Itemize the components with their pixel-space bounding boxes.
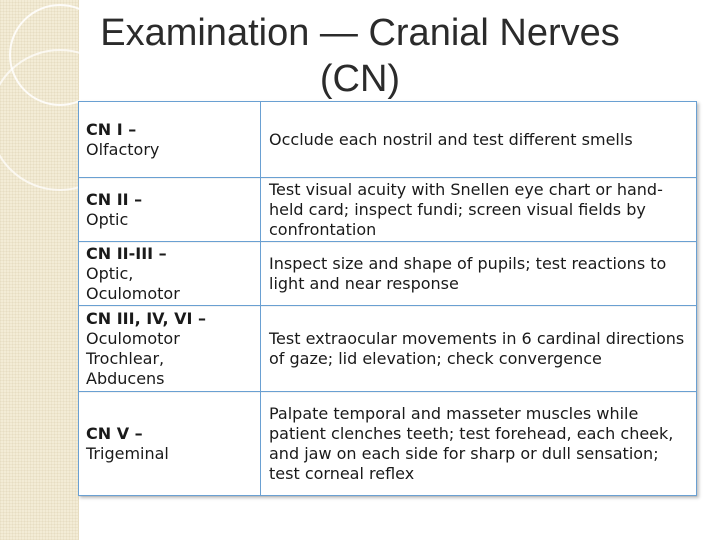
nerve-cell (79, 242, 261, 306)
nerve-code: CN II – (86, 189, 143, 209)
test-cell: Inspect size and shape of pupils; test reactions to light and near response (261, 242, 697, 306)
cranial-nerve-table (78, 101, 697, 496)
nerve-cell (79, 178, 261, 242)
test-cell: Occlude each nostril and test different smells (261, 102, 697, 178)
table-row (79, 102, 697, 178)
table-row (79, 392, 697, 496)
nerve-name: Trigeminal (86, 443, 169, 463)
slide-title-line2: (CN) (319, 58, 401, 100)
nerve-name: Trochlear, (86, 348, 165, 368)
nerve-name: Olfactory (86, 139, 160, 159)
nerve-code: CN III, IV, VI – (86, 308, 207, 328)
test-cell: Test extraocular movements in 6 cardinal directions of gaze; lid elevation; check convergence (261, 306, 697, 392)
table-row (79, 306, 697, 392)
table-row (79, 178, 697, 242)
nerve-code: CN I – (86, 119, 137, 139)
test-cell: Test visual acuity with Snellen eye chart or hand-held card; inspect fundi; screen visual fields by confrontation (261, 178, 697, 242)
nerve-name: Abducens (86, 368, 165, 388)
nerve-cell (79, 392, 261, 496)
nerve-code: CN II-III – (86, 243, 167, 263)
slide-title (60, 10, 660, 102)
nerve-name: Oculomotor (86, 328, 180, 348)
test-cell: Palpate temporal and masseter muscles while patient clenches teeth; test forehead, each cheek, and jaw on each side for sharp or dull sensation; test corneal reflex (261, 392, 697, 496)
nerve-name: Optic, (86, 263, 134, 283)
slide-title-line1: Examination — Cranial Nerves (100, 12, 620, 54)
nerve-name: Oculomotor (86, 283, 180, 303)
nerve-cell (79, 102, 261, 178)
table-row (79, 242, 697, 306)
nerve-code: CN V – (86, 423, 143, 443)
nerve-name: Optic (86, 209, 129, 229)
nerve-cell (79, 306, 261, 392)
